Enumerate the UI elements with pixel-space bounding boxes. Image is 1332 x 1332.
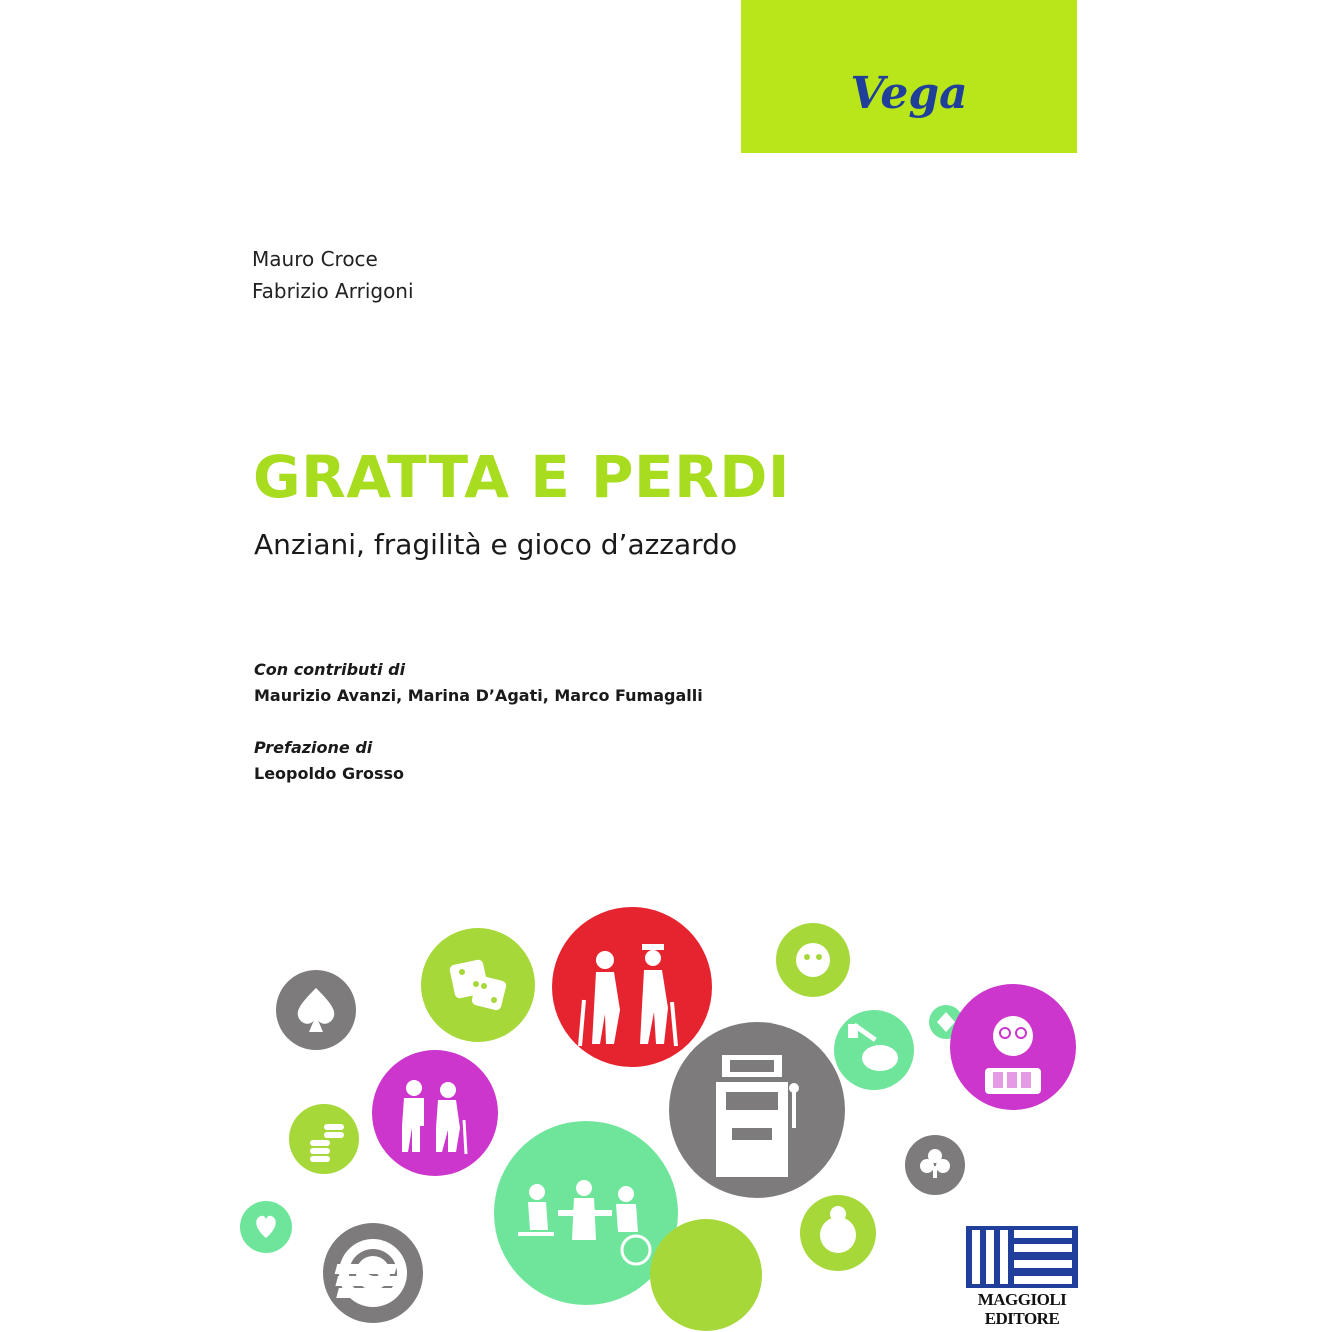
maggioli-logo-mark xyxy=(966,1226,1078,1288)
contributions-label: Con contributi di xyxy=(254,660,406,679)
elderly-woman-face-icon xyxy=(800,1195,876,1271)
coins-stack-icon xyxy=(289,1104,359,1174)
preface-label: Prefazione di xyxy=(254,738,373,757)
club-icon xyxy=(905,1135,965,1195)
publisher-name-line: MAGGIOLI xyxy=(977,1290,1067,1309)
elderly-man-face-icon xyxy=(776,923,850,997)
series-banner xyxy=(741,0,1077,153)
credits xyxy=(254,657,703,787)
preface-author: Leopoldo Grosso xyxy=(254,764,405,783)
slot-machine-icon xyxy=(669,1022,845,1198)
publisher-name-line: EDITORE xyxy=(984,1309,1060,1328)
author-name: Mauro Croce xyxy=(252,247,378,271)
publisher-logo xyxy=(966,1226,1078,1332)
elderly-couple-icon xyxy=(372,1050,498,1176)
authors xyxy=(252,243,414,307)
contributors-names: Maurizio Avanzi, Marina D’Agati, Marco Fumagalli xyxy=(254,686,703,705)
cover-illustration xyxy=(0,880,1332,1332)
grandfather-cards-icon xyxy=(950,984,1076,1110)
elderly-couple-walking-icon xyxy=(552,907,712,1067)
author-name: Fabrizio Arrigoni xyxy=(252,279,414,303)
book-title: GRATTA E PERDI xyxy=(253,443,791,511)
spade-icon xyxy=(276,970,356,1050)
publisher-name xyxy=(966,1290,1078,1328)
book-subtitle: Anziani, fragilità e gioco d’azzardo xyxy=(254,528,738,561)
axe-piggy-bank-icon xyxy=(834,1010,914,1090)
heart-icon xyxy=(240,1201,292,1253)
series-name: Vega xyxy=(850,68,968,119)
dice-icon xyxy=(421,928,535,1042)
